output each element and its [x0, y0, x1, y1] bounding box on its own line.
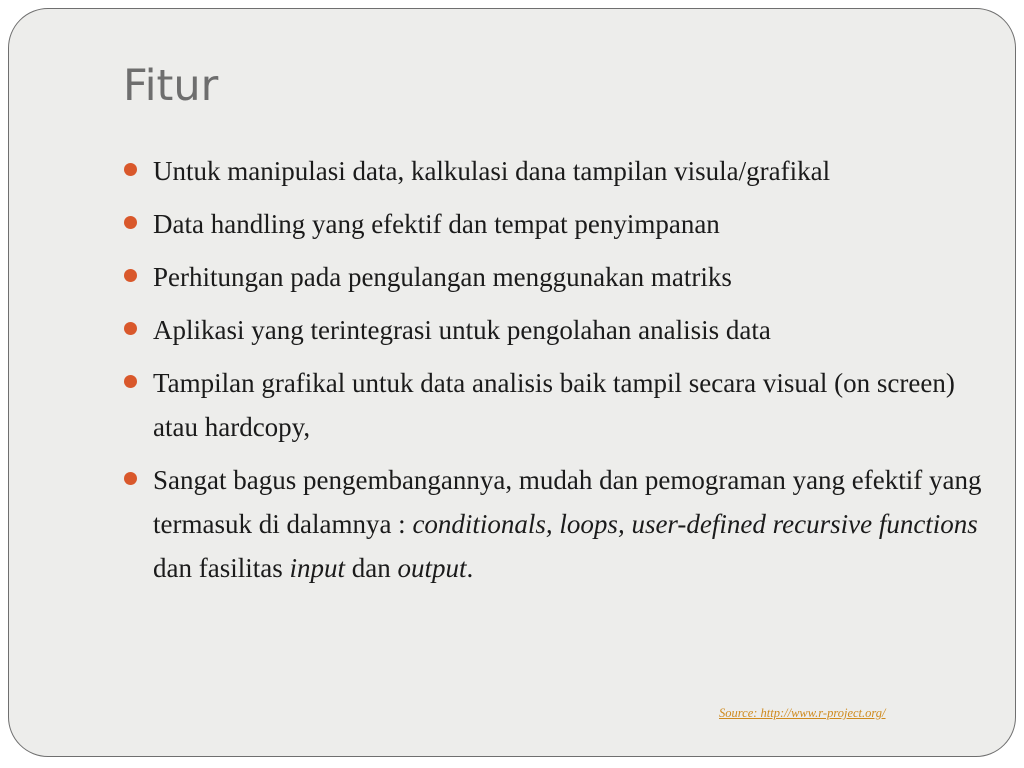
bullet-text-part: dan fasilitas: [153, 553, 290, 583]
bullet-item: [123, 308, 1003, 352]
bullet-dot-icon: [124, 163, 137, 176]
bullet-dot-icon: [124, 322, 137, 335]
bullet-text: Untuk manipulasi data, kalkulasi dana tampilan visula/grafikal: [153, 156, 831, 186]
bullet-dot-icon: [124, 216, 137, 229]
bullet-item: [123, 458, 1003, 590]
bullet-emphasis: output: [397, 553, 467, 583]
bullet-text: Aplikasi yang terintegrasi untuk pengolahan analisis data: [153, 315, 771, 345]
bullet-text-part: Sangat bagus pengembangannya, mudah dan pemograman yang efektif yang termasuk di dalamnya :: [153, 465, 982, 539]
bullet-emphasis: conditionals, loops, user-defined recursive functions: [412, 509, 978, 539]
bullet-item: [123, 149, 1003, 193]
bullet-text: Perhitungan pada pengulangan menggunakan matriks: [153, 262, 732, 292]
bullet-item: [123, 361, 1003, 449]
bullet-dot-icon: [124, 375, 137, 388]
bullet-emphasis: input: [289, 553, 345, 583]
bullet-list: [123, 149, 1003, 599]
bullet-dot-icon: [124, 269, 137, 282]
slide: [8, 8, 1016, 757]
bullet-text-part: dan: [344, 553, 398, 583]
slide-title: Fitur: [123, 61, 219, 111]
bullet-text: Data handling yang efektif dan tempat penyimpanan: [153, 209, 720, 239]
bullet-item: [123, 255, 1003, 299]
bullet-item: [123, 202, 1003, 246]
bullet-text-part: .: [466, 553, 474, 583]
bullet-dot-icon: [124, 472, 137, 485]
source-link[interactable]: Source: http://www.r-project.org/: [719, 706, 886, 720]
bullet-text: Tampilan grafikal untuk data analisis baik tampil secara visual (on screen) atau hardcopy,: [153, 368, 955, 442]
